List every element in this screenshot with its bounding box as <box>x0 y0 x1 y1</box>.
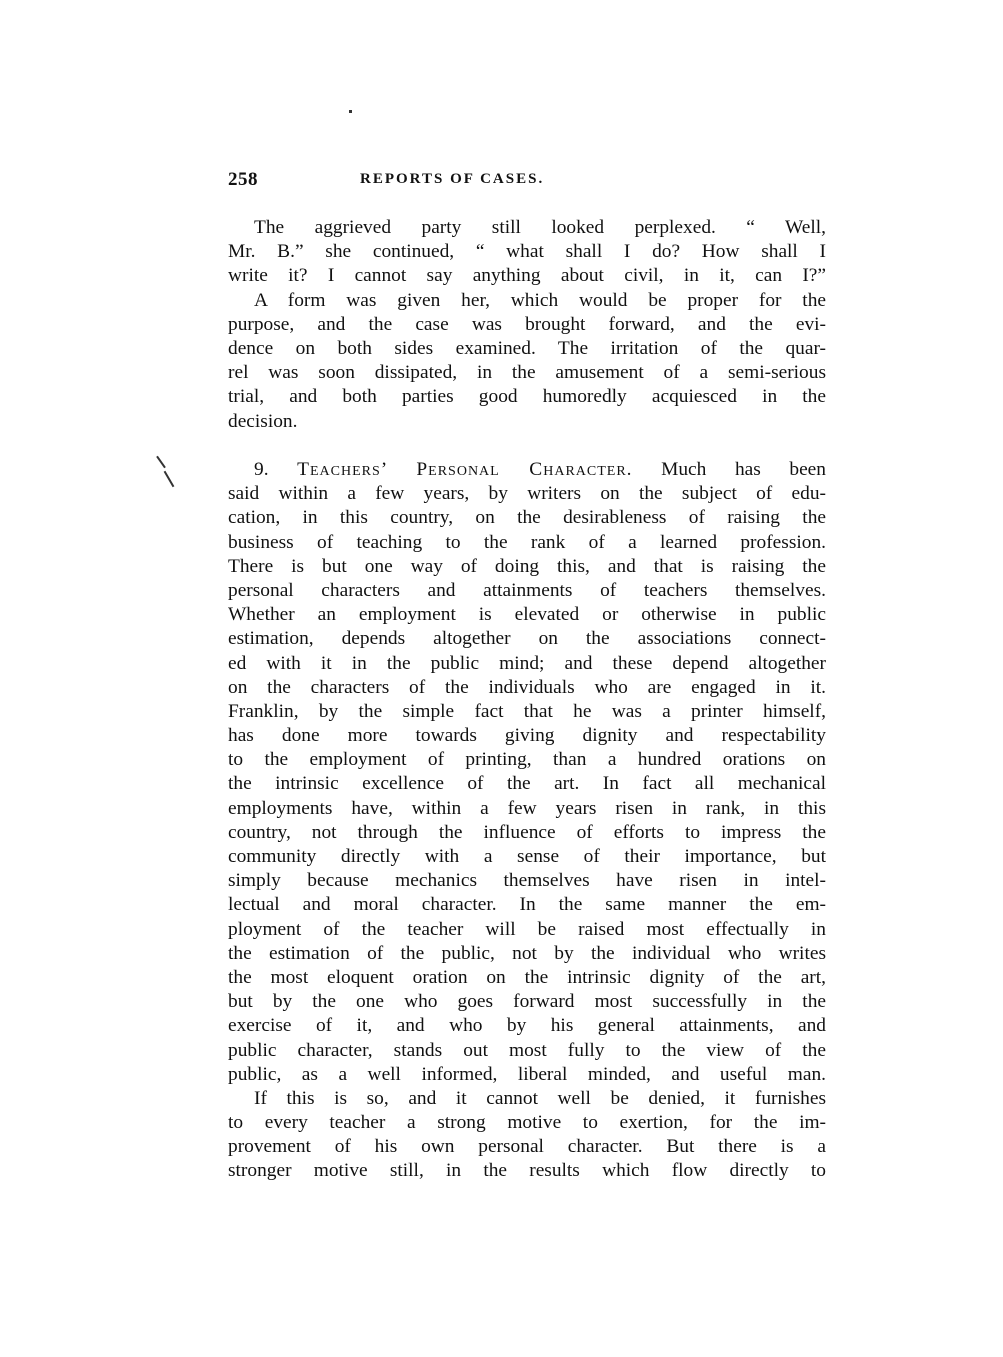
text-line: public, as a well informed, liberal minded, and useful man. <box>228 1063 826 1085</box>
text-line: employments have, within a few years risen in rank, in this <box>228 797 826 819</box>
text-line: the estimation of the public, not by the individual who writes <box>228 942 826 964</box>
text-line: said within a few years, by writers on the subject of edu- <box>228 483 826 505</box>
page-number: 258 <box>228 169 258 190</box>
scan-mark <box>156 456 166 469</box>
text-line: Mr. B.” she continued, “ what shall I do? How shall I <box>228 241 826 263</box>
text-line: public character, stands out most fully to the view of the <box>228 1039 826 1061</box>
text-fragment: Much has been <box>661 459 826 480</box>
text-line: but by the one who goes forward most successfully in the <box>228 991 826 1013</box>
section-heading-line <box>228 458 826 482</box>
running-head <box>228 169 828 195</box>
text-line: business of teaching to the rank of a learned profession. <box>228 531 826 553</box>
text-line: country, not through the influence of efforts to impress the <box>228 821 826 843</box>
text-line: Franklin, by the simple fact that he was a printer himself, <box>228 700 826 722</box>
text-line: write it? I cannot say anything about civil, in it, can I?” <box>228 265 826 287</box>
text-line: There is but one way of doing this, and that is raising the <box>228 555 826 577</box>
text-line: cation, in this country, on the desirableness of raising the <box>228 507 826 529</box>
text-line: ed with it in the public mind; and these depend altogether <box>228 652 826 674</box>
text-line: the most eloquent oration on the intrinsic dignity of the art, <box>228 966 826 988</box>
text-line: personal characters and attainments of teachers themselves. <box>228 579 826 601</box>
text-line: to the employment of printing, than a hundred orations on <box>228 749 826 771</box>
text-line: purpose, and the case was brought forward, and the evi- <box>228 313 826 335</box>
text-line: simply because mechanics themselves have risen in intel- <box>228 870 826 892</box>
section-heading: Teachers’ Personal Character. <box>297 459 633 480</box>
text-line: ployment of the teacher will be raised most effectually in <box>228 918 826 940</box>
paragraph-2 <box>228 458 826 1184</box>
text-line: exercise of it, and who by his general attainments, and <box>228 1015 826 1037</box>
text-line: trial, and both parties good humoredly acquiesced in the <box>228 386 826 408</box>
text-line: The aggrieved party still looked perplexed. “ Well, <box>254 217 826 238</box>
text-line: on the characters of the individuals who are engaged in it. <box>228 676 826 698</box>
section-number: 9. <box>254 459 269 480</box>
text-line: to every teacher a strong motive to exertion, for the im- <box>228 1112 826 1134</box>
text-line: decision. <box>228 410 298 432</box>
text-line: has done more towards giving dignity and respectability <box>228 725 826 747</box>
text-line: lectual and moral character. In the same manner the em- <box>228 894 826 916</box>
scan-speck <box>349 110 352 113</box>
text-line: If this is so, and it cannot well be denied, it furnishes <box>254 1087 826 1109</box>
text-line: A form was given her, which would be proper for the <box>254 289 826 311</box>
text-line: stronger motive still, in the results which flow directly to <box>228 1160 826 1182</box>
text-line: Whether an employment is elevated or otherwise in public <box>228 604 826 626</box>
text-line: estimation, depends altogether on the associations connect- <box>228 628 826 650</box>
text-line: community directly with a sense of their importance, but <box>228 846 826 867</box>
text-line: dence on both sides examined. The irritation of the quar- <box>228 337 826 359</box>
scan-mark <box>164 471 175 488</box>
text-line: provement of his own personal character. But there is a <box>228 1136 826 1158</box>
paragraph-1 <box>228 216 826 434</box>
running-title: REPORTS OF CASES. <box>360 171 545 187</box>
text-line: rel was soon dissipated, in the amusement of a semi-serious <box>228 362 826 384</box>
text-line: the intrinsic excellence of the art. In fact all mechanical <box>228 773 826 795</box>
